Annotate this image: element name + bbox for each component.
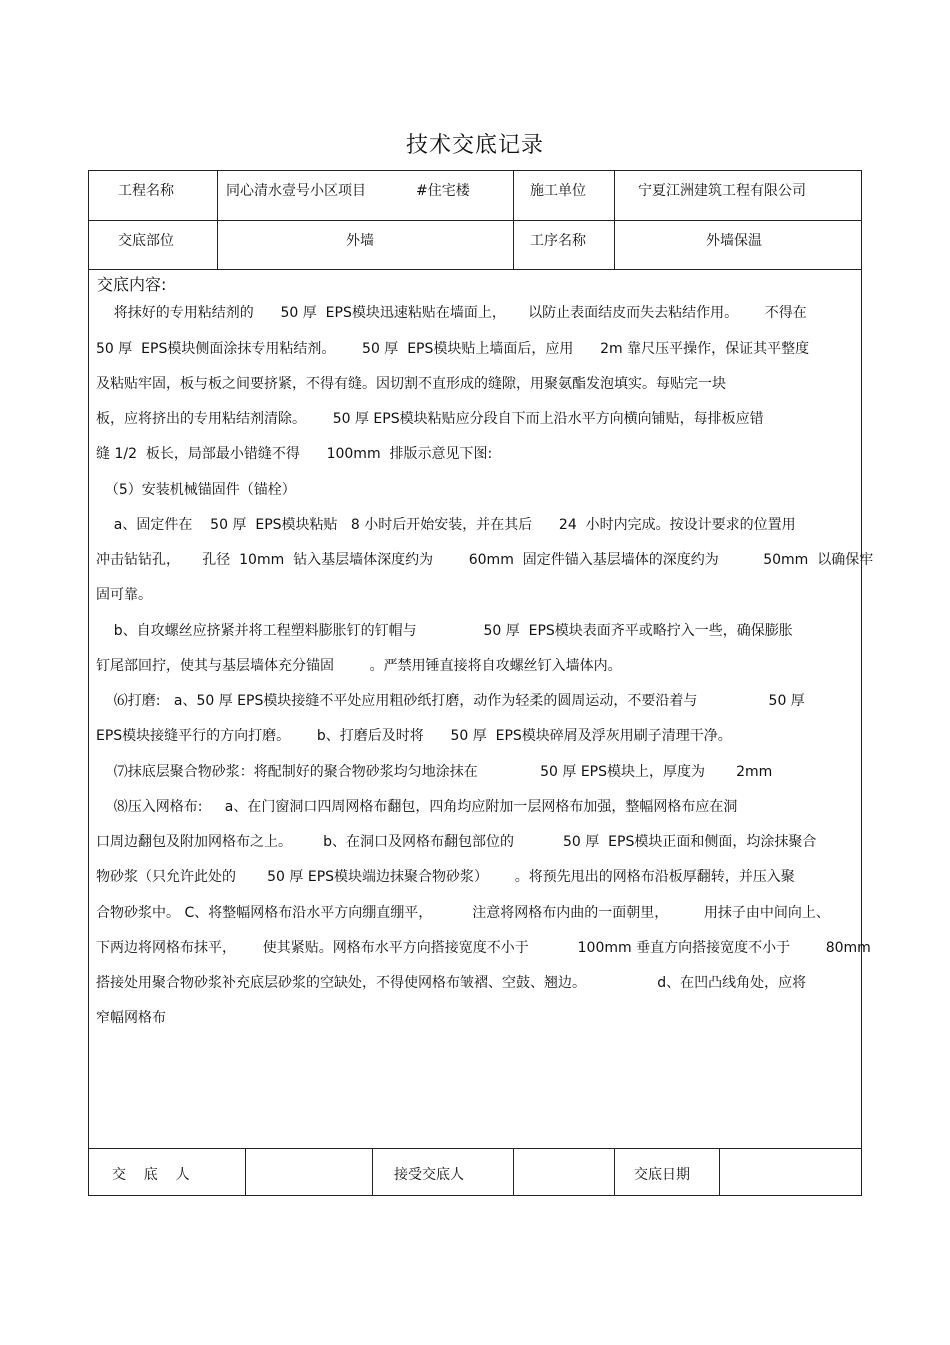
content-line: 窄幅网格布 — [96, 1010, 166, 1026]
content-line: 口周边翻包及附加网格布之上。 b、在洞口及网格布翻包部位的 50 厚 EPS模块正面和侧面，均涂抹聚合 — [96, 834, 817, 850]
content-line: （5）安装机械锚固件（锚栓） — [96, 482, 296, 498]
contractor-value: 宁夏江洲建筑工程有限公司 — [638, 183, 806, 199]
row-divider-2 — [88, 269, 862, 270]
content-line: 固可靠。 — [96, 587, 152, 603]
content-line: 50 厚 EPS模块侧面涂抹专用粘结剂。 50 厚 EPS模块贴上墙面后，应用 2m 靠尺压平操作，保证其平整度 — [96, 341, 810, 357]
footer-divider-3 — [513, 1148, 514, 1196]
project-name: 同心清水壹号小区项目 — [226, 183, 366, 199]
content-line: 缝 1/2 板长，局部最小错缝不得 100mm 排版示意见下图: — [96, 446, 493, 462]
receiver-label: 接受交底人 — [394, 1167, 464, 1183]
date-label: 交底日期 — [634, 1167, 690, 1183]
document-title: 技术交底记录 — [405, 133, 544, 158]
footer-divider-2 — [372, 1148, 373, 1196]
project-building: #住宅楼 — [416, 183, 470, 199]
content-line: b、自攻螺丝应挤紧并将工程塑料膨胀钉的钉帽与 50 厚 EPS模块表面齐平或略拧入一些，确保膨胀 — [96, 623, 793, 639]
footer-divider-4 — [614, 1148, 615, 1196]
content-line: EPS模块接缝平行的方向打磨。 b、打磨后及时将 50 厚 EPS模块碎屑及浮灰用刷子清理干净。 — [96, 728, 732, 744]
content-line: 将抹好的专用粘结剂的 50 厚 EPS模块迅速粘贴在墙面上， 以防止表面结皮而失去粘结作用。 不得在 — [96, 305, 807, 321]
contractor-label: 施工单位 — [530, 183, 586, 199]
col-divider-1 — [217, 170, 218, 270]
content-line: a、固定件在 50 厚 EPS模块粘贴 8 小时后开始安装，并在其后 24 小时内完成。按设计要求的位置用 — [96, 517, 796, 533]
row-divider-1 — [88, 220, 862, 221]
discloser-label: 交 底 人 — [112, 1167, 190, 1183]
footer-divider-5 — [719, 1148, 720, 1196]
content-line: 搭接处用聚合物砂浆补充底层砂浆的空缺处，不得使网格布皱褶、空鼓、翘边。 d、在凹凸线角处，应将 — [96, 975, 807, 991]
location-label: 交底部位 — [118, 233, 174, 249]
content-line: 合物砂浆中。 C、将整幅网格布沿水平方向绷直绷平， 注意将网格布内曲的一面朝里， 用抹子由中间向上、 — [96, 905, 830, 921]
row-divider-3 — [88, 1148, 862, 1149]
content-line: 及粘贴牢固，板与板之间要挤紧，不得有缝。因切割不直形成的缝隙，用聚氨酯发泡填实。每贴完一块 — [96, 376, 726, 392]
content-line: 板，应将挤出的专用粘结剂清除。 50 厚 EPS模块粘贴应分段自下而上沿水平方向横向铺贴，每排板应错 — [96, 411, 764, 427]
process-value: 外墙保温 — [706, 233, 762, 249]
content-heading: 交底内容: — [97, 275, 167, 294]
footer-divider-1 — [245, 1148, 246, 1196]
record-table — [88, 170, 862, 1196]
content-line: ⑻压入网格布: a、在门窗洞口四周网格布翻包，四角均应附加一层网格布加强，整幅网格布应在洞 — [96, 799, 738, 815]
col-divider-2 — [513, 170, 514, 270]
content-line: ⑺抹底层聚合物砂浆：将配制好的聚合物砂浆均匀地涂抹在 50 厚 EPS模块上，厚度为 2mm — [96, 764, 773, 780]
location-value: 外墙 — [346, 233, 374, 249]
content-line: 物砂浆（只允许此处的 50 厚 EPS模块端边抹聚合物砂浆） 。将预先甩出的网格布沿板厚翻转，并压入聚 — [96, 869, 795, 885]
content-line: 下两边将网格布抹平， 使其紧贴。网格布水平方向搭接宽度不小于 100mm 垂直方向搭接宽度不小于 80mm — [96, 940, 871, 956]
project-label: 工程名称 — [118, 183, 174, 199]
col-divider-3 — [614, 170, 615, 270]
content-line: 冲击钻钻孔， 孔径 10mm 钻入基层墙体深度约为 60mm 固定件锚入基层墙体的深度约为 50mm 以确保牢 — [96, 552, 874, 568]
content-line: 钉尾部回拧，使其与基层墙体充分锚固 。严禁用锤直接将自攻螺丝钉入墙体内。 — [96, 658, 622, 674]
content-line: ⑹打磨: a、50 厚 EPS模块接缝不平处应用粗砂纸打磨，动作为轻柔的圆周运动，不要沿着与 50 厚 — [96, 693, 805, 709]
process-label: 工序名称 — [530, 233, 586, 249]
